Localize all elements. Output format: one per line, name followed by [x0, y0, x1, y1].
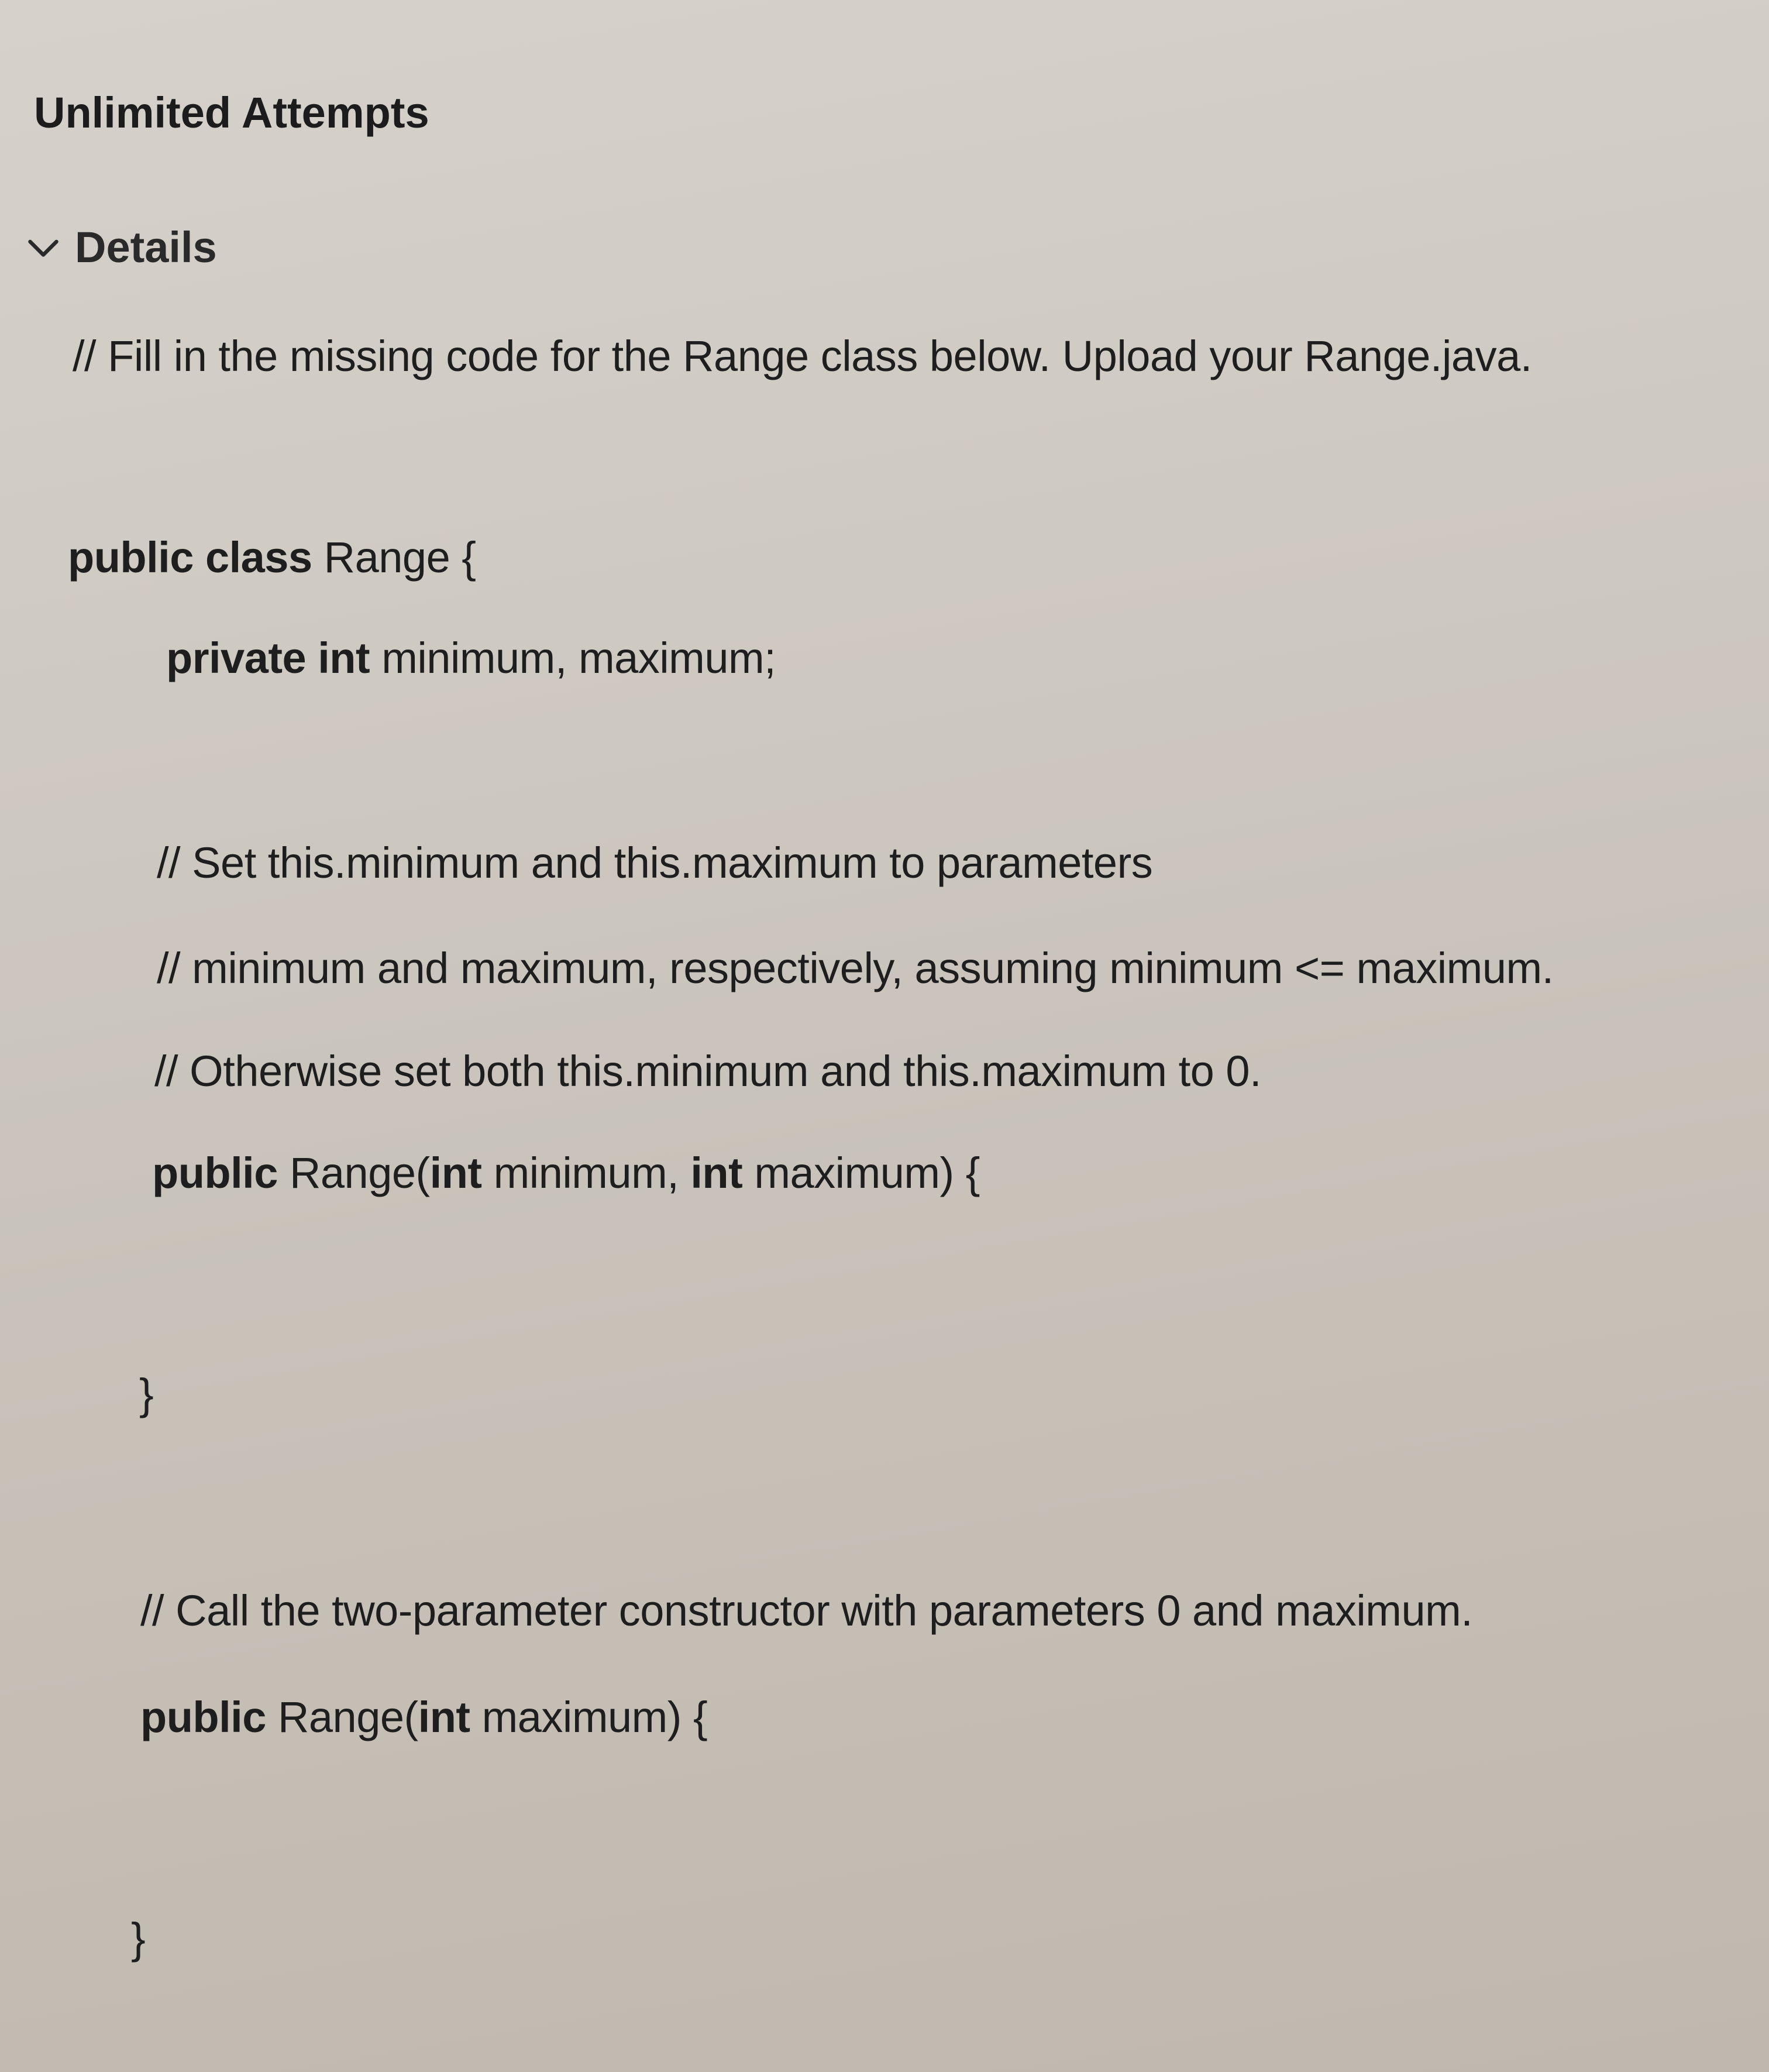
- code-text: Range(: [277, 1149, 430, 1197]
- code-text: Range {: [312, 533, 476, 582]
- code-text: minimum, maximum;: [370, 634, 776, 682]
- code-keyword: int: [690, 1149, 743, 1197]
- code-class-declaration: [68, 532, 476, 582]
- code-comment: // Call the two-parameter constructor with parameters 0 and maximum.: [140, 1586, 1473, 1635]
- code-text: minimum,: [481, 1149, 691, 1197]
- code-constructor-one-param: [140, 1692, 707, 1742]
- code-text: maximum) {: [470, 1693, 708, 1741]
- code-text: maximum) {: [742, 1149, 980, 1197]
- page-title: Unlimited Attempts: [34, 88, 429, 137]
- code-keyword: int: [418, 1693, 470, 1741]
- code-keyword: private int: [166, 634, 370, 682]
- code-keyword: public class: [68, 533, 312, 582]
- code-keyword: public: [152, 1149, 278, 1197]
- code-comment: // Set this.minimum and this.maximum to parameters: [157, 839, 1153, 887]
- code-comment: // Otherwise set both this.minimum and this.maximum to 0.: [154, 1047, 1262, 1095]
- instructions-text: // Fill in the missing code for the Range class below. Upload your Range.java.: [73, 332, 1532, 380]
- code-keyword: int: [429, 1149, 482, 1197]
- code-closing-brace: }: [139, 1370, 154, 1418]
- code-constructor-two-param: [152, 1148, 980, 1198]
- code-closing-brace: }: [131, 1914, 146, 1963]
- code-field-declaration: [166, 633, 776, 683]
- chevron-down-icon: [26, 230, 61, 265]
- details-toggle[interactable]: [26, 222, 217, 272]
- code-text: Range(: [266, 1693, 418, 1741]
- code-comment: // minimum and maximum, respectively, assuming minimum <= maximum.: [157, 944, 1554, 992]
- details-label: Details: [75, 223, 217, 272]
- code-keyword: public: [140, 1693, 266, 1741]
